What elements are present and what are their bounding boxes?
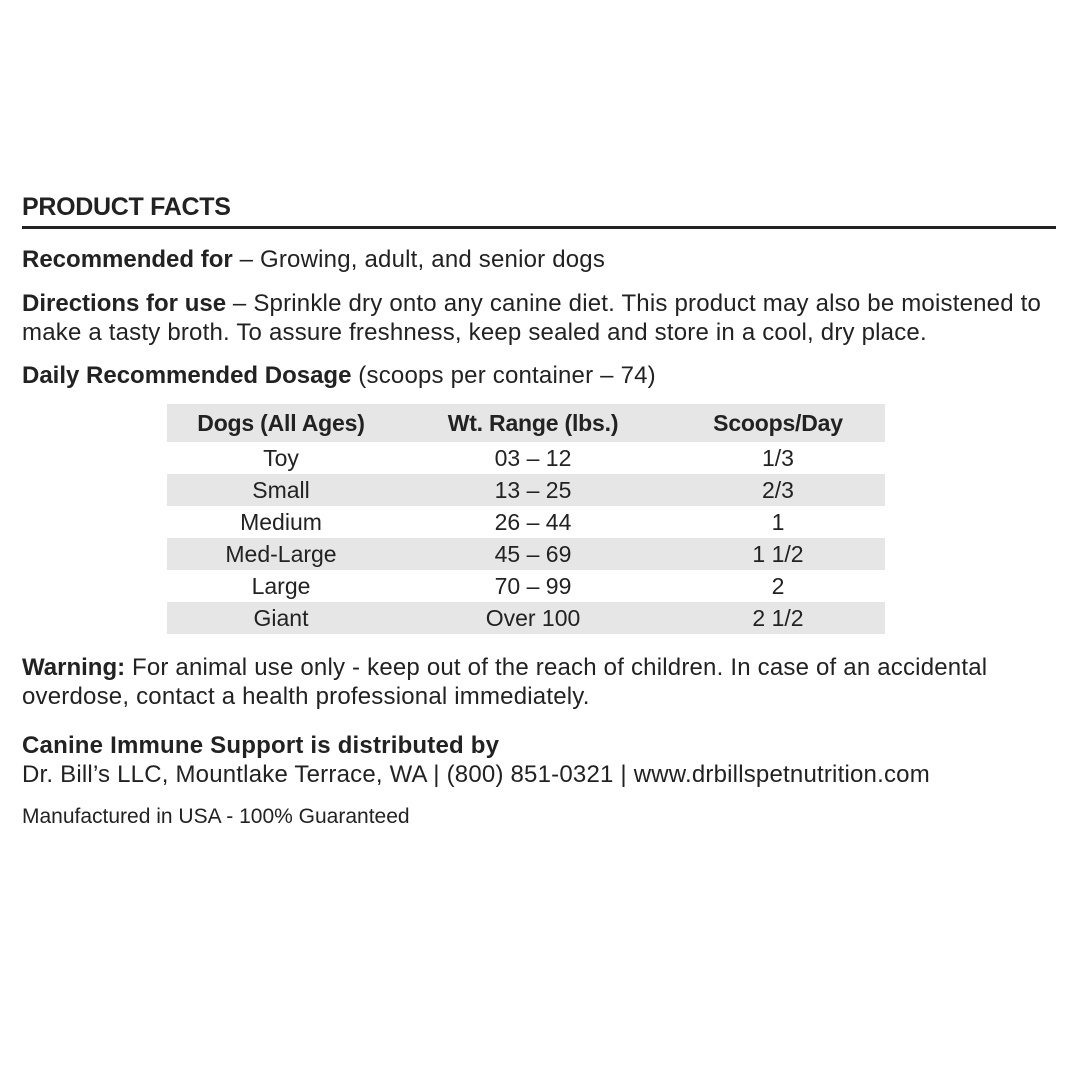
- distributor-details: Dr. Bill’s LLC, Mountlake Terrace, WA | (800) 851-0321 | www.drbillspetnutrition.com: [22, 761, 930, 788]
- dosage-table-wrap: [167, 404, 885, 634]
- dosage-heading: [22, 361, 1056, 390]
- table-cell-scoops: 2 1/2: [752, 605, 804, 631]
- table-cell-size: Giant: [253, 605, 309, 631]
- table-cell-weight: 03 – 12: [494, 445, 572, 471]
- table-row: [167, 474, 885, 506]
- distribution-info: [22, 731, 1056, 789]
- table-cell-size: Med-Large: [225, 541, 337, 567]
- column-header-dogs: Dogs (All Ages): [197, 410, 365, 436]
- table-cell-scoops: 1/3: [762, 445, 794, 471]
- table-cell-size: Medium: [240, 509, 322, 535]
- table-header-row: [167, 404, 885, 442]
- table-row: [167, 538, 885, 570]
- table-cell-weight: 13 – 25: [494, 477, 572, 503]
- column-header-scoops: Scoops/Day: [713, 410, 843, 436]
- manufactured-note: Manufactured in USA - 100% Guaranteed: [22, 805, 410, 828]
- recommended-for-label: Recommended for: [22, 246, 233, 273]
- distributor-heading: Canine Immune Support is distributed by: [22, 732, 500, 759]
- warning: [22, 653, 1056, 711]
- table-cell-weight: 45 – 69: [494, 541, 572, 567]
- table-cell-scoops: 2: [771, 573, 785, 599]
- column-header-weight: Wt. Range (lbs.): [447, 410, 619, 436]
- directions-label: Directions for use: [22, 290, 227, 317]
- table-cell-weight: 26 – 44: [494, 509, 572, 535]
- recommended-for: [22, 245, 1056, 274]
- table-row: [167, 442, 885, 474]
- table-cell-size: Small: [252, 477, 310, 503]
- table-cell-weight: Over 100: [485, 605, 581, 631]
- table-cell-weight: 70 – 99: [494, 573, 572, 599]
- product-facts-panel: [22, 192, 1056, 831]
- dosage-table: [167, 404, 885, 634]
- warning-label: Warning:: [22, 654, 126, 681]
- table-cell-scoops: 1: [771, 509, 785, 535]
- warning-text: For animal use only - keep out of the reach of children. In case of an accidental overdose, contact a health professional immediately.: [22, 654, 988, 710]
- recommended-for-text: – Growing, adult, and senior dogs: [232, 246, 606, 273]
- directions-for-use: [22, 289, 1056, 347]
- table-cell-size: Toy: [263, 445, 299, 471]
- directions-text: – Sprinkle dry onto any canine diet. This product may also be moistened to make a tasty broth. To assure freshness, keep sealed and store in a cool, dry place.: [22, 290, 1042, 346]
- table-cell-scoops: 2/3: [762, 477, 794, 503]
- table-cell-scoops: 1 1/2: [752, 541, 804, 567]
- table-cell-size: Large: [251, 573, 311, 599]
- table-row: [167, 602, 885, 634]
- table-row: [167, 570, 885, 602]
- table-row: [167, 506, 885, 538]
- dosage-label: Daily Recommended Dosage: [22, 362, 352, 389]
- dosage-text: (scoops per container – 74): [351, 362, 656, 389]
- section-heading: PRODUCT FACTS: [22, 192, 1056, 229]
